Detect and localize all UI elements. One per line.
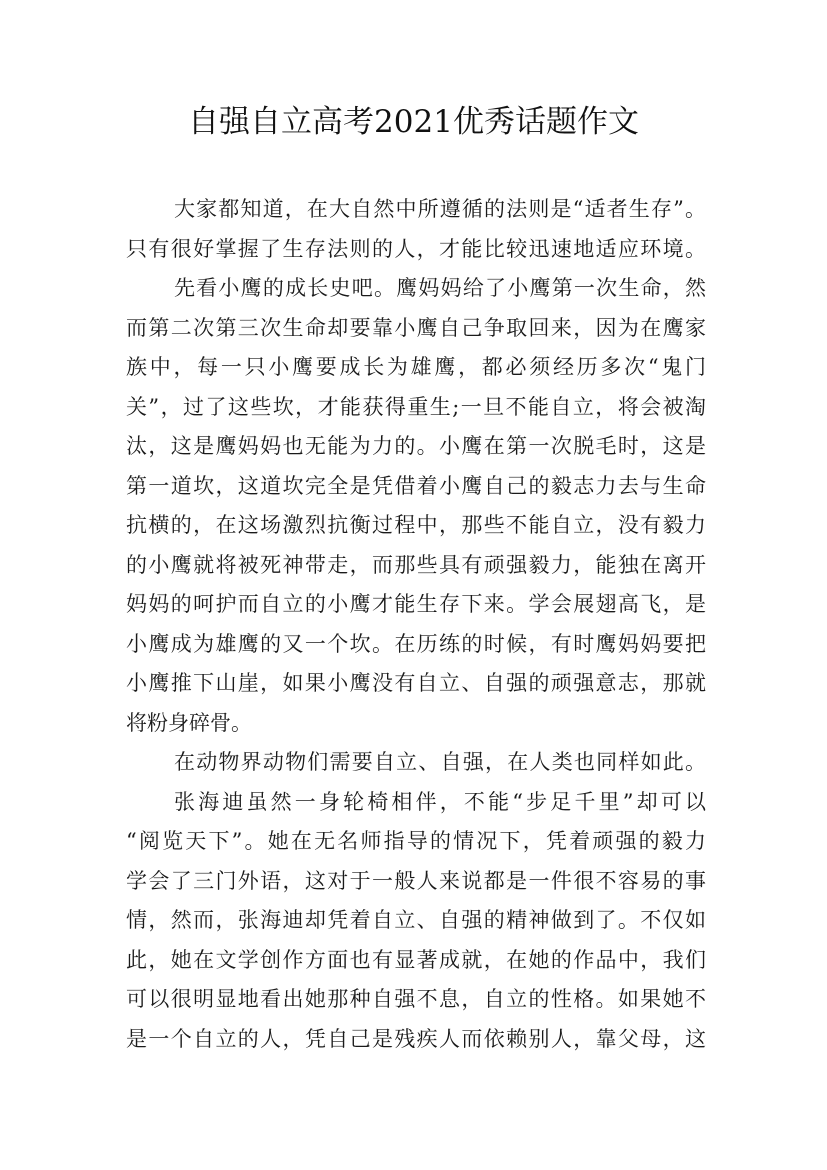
essay-body	[126, 190, 706, 1059]
essay-line: 汰，这是鹰妈妈也无能为力的。小鹰在第一次脱毛时，这是	[126, 434, 706, 458]
essay-line: 族中，每一只小鹰要成长为雄鹰，都必须经历多次“鬼门	[126, 355, 706, 379]
essay-line: 关”，过了这些坎，才能获得重生;一旦不能自立，将会被淘	[126, 394, 706, 419]
document-title: 自强自立高考2021优秀话题作文	[188, 104, 639, 140]
essay-line: 先看小鹰的成长史吧。鹰妈妈给了小鹰第一次生命，然	[174, 276, 706, 300]
essay-line: 学会了三门外语，这对于一般人来说都是一件很不容易的事	[126, 868, 706, 893]
essay-line: 将粉身碎骨。	[126, 710, 252, 735]
essay-line: 张海迪虽然一身轮椅相伴，不能“步足千里”却可以	[174, 789, 706, 814]
essay-line: 情，然而，张海迪却凭着自立、自强的精神做到了。不仅如	[126, 908, 706, 932]
essay-line: 的小鹰就将被死神带走，而那些具有顽强毅力，能独在离开	[126, 552, 706, 577]
essay-line: 小鹰推下山崖，如果小鹰没有自立、自强的顽强意志，那就	[126, 671, 706, 695]
essay-line: 只有很好掌握了生存法则的人，才能比较迅速地适应环境。	[126, 236, 706, 261]
essay-line: 而第二次第三次生命却要靠小鹰自己争取回来，因为在鹰家	[126, 315, 706, 340]
essay-line: 小鹰成为雄鹰的又一个坎。在历练的时候，有时鹰妈妈要把	[126, 631, 706, 656]
essay-line: 在动物界动物们需要自立、自强，在人类也同样如此。	[174, 750, 706, 774]
essay-line: “阅览天下”。她在无名师指导的情况下，凭着顽强的毅力	[126, 829, 706, 853]
essay-line: 是一个自立的人，凭自己是残疾人而依赖别人，靠父母，这	[126, 1026, 706, 1051]
essay-line: 可以很明显地看出她那种自强不息，自立的性格。如果她不	[126, 987, 706, 1011]
essay-line: 第一道坎，这道坎完全是凭借着小鹰自己的毅志力去与生命	[126, 473, 706, 498]
essay-line: 大家都知道，在大自然中所遵循的法则是“适者生存”。	[174, 197, 706, 221]
essay-line: 此，她在文学创作方面也有显著成就，在她的作品中，我们	[126, 947, 706, 972]
essay-line: 抗横的，在这场激烈抗衡过程中，那些不能自立，没有毅力	[126, 513, 706, 537]
essay-line: 妈妈的呵护而自立的小鹰才能生存下来。学会展翅高飞，是	[126, 592, 706, 616]
